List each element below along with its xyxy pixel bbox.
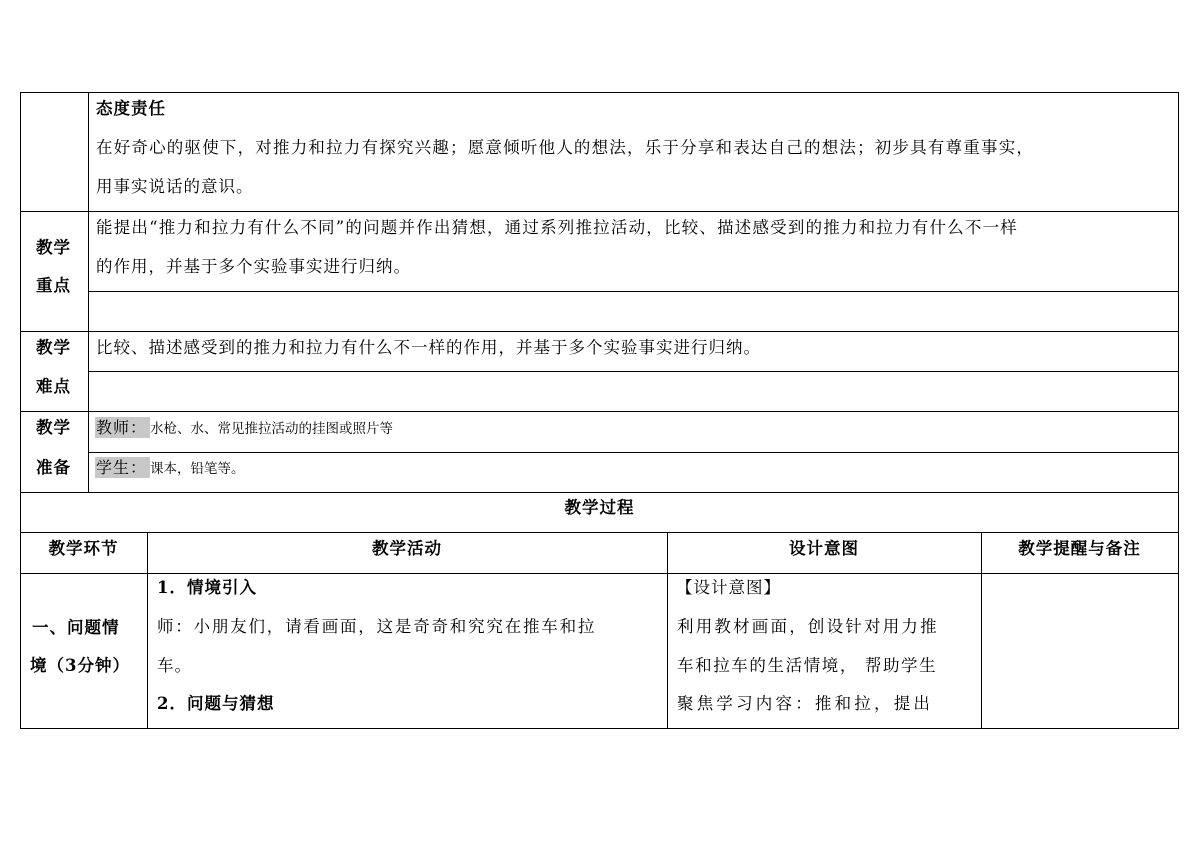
activity-line2: 车。: [157, 656, 192, 675]
difficulties-label-2: 难点: [36, 377, 71, 396]
grid-line: [88, 371, 1179, 372]
intent-line3: 聚焦学习内容：推和拉，提出: [677, 694, 934, 713]
preparation-label-2: 准备: [36, 458, 71, 477]
key-points-label-1: 教学: [36, 238, 71, 257]
intent-title: 【设计意图】: [676, 578, 781, 597]
activity-line1: 师：小朋友们，请看画面，这是奇奇和究究在推车和拉: [157, 617, 597, 636]
student-materials: 课本，铅笔等。: [150, 461, 245, 477]
grid-line: [20, 92, 21, 729]
activity-item1: 1．情境引入: [157, 578, 257, 597]
intent-line1: 利用教材画面，创设针对用力推: [677, 617, 939, 636]
grid-line: [20, 92, 1179, 93]
grid-line: [667, 532, 668, 729]
grid-line: [88, 452, 1179, 453]
grid-line: [20, 411, 1179, 412]
teacher-label: 教师：: [95, 417, 150, 438]
grid-line: [20, 532, 1179, 533]
grid-line: [147, 532, 148, 729]
key-points-label-2: 重点: [36, 276, 71, 295]
key-points-line1: 能提出“推力和拉力有什么不同”的问题并作出猜想，通过系列推拉活动，比较、描述感受到的推力和拉力有什么不一样: [96, 218, 1018, 237]
key-points-line2: 的作用，并基于多个实验事实进行归纳。: [96, 257, 411, 276]
difficulties-label-1: 教学: [36, 338, 71, 357]
intent-line2: 车和拉车的生活情境， 帮助学生: [677, 656, 938, 675]
grid-line: [88, 92, 89, 493]
process-title: 教学过程: [564, 498, 635, 517]
header-notes: 教学提醒与备注: [1018, 539, 1141, 558]
grid-line: [1178, 92, 1179, 729]
teacher-prep: [95, 418, 393, 439]
attitude-text-line1: 在好奇心的驱使下，对推力和拉力有探究兴趣；愿意倾听他人的想法，乐于分享和表达自己的想法；初步具有尊重事实，: [96, 138, 1035, 157]
stage-line1: 一、问题情: [32, 618, 120, 637]
header-stage: 教学环节: [48, 539, 119, 558]
teacher-materials: 水枪、水、常见推拉活动的挂图或照片等: [150, 421, 394, 437]
attitude-text-line2: 用事实说话的意识。: [96, 177, 254, 196]
grid-line: [20, 573, 1179, 574]
header-activity: 教学活动: [372, 539, 442, 558]
preparation-label-1: 教学: [36, 418, 71, 437]
difficulties-line1: 比较、描述感受到的推力和拉力有什么不一样的作用，并基于多个实验事实进行归纳。: [96, 338, 761, 357]
header-intent: 设计意图: [789, 539, 859, 558]
stage-line2: 境（3分钟）: [30, 656, 130, 675]
activity-item2: 2．问题与猜想: [157, 694, 275, 713]
grid-line: [20, 211, 1179, 212]
student-label: 学生：: [95, 457, 150, 478]
grid-line: [20, 331, 1179, 332]
attitude-title: 态度责任: [96, 99, 166, 118]
student-prep: [95, 458, 245, 479]
grid-line: [20, 728, 1179, 729]
grid-line: [981, 532, 982, 729]
grid-line: [88, 291, 1179, 292]
grid-line: [20, 492, 1179, 493]
